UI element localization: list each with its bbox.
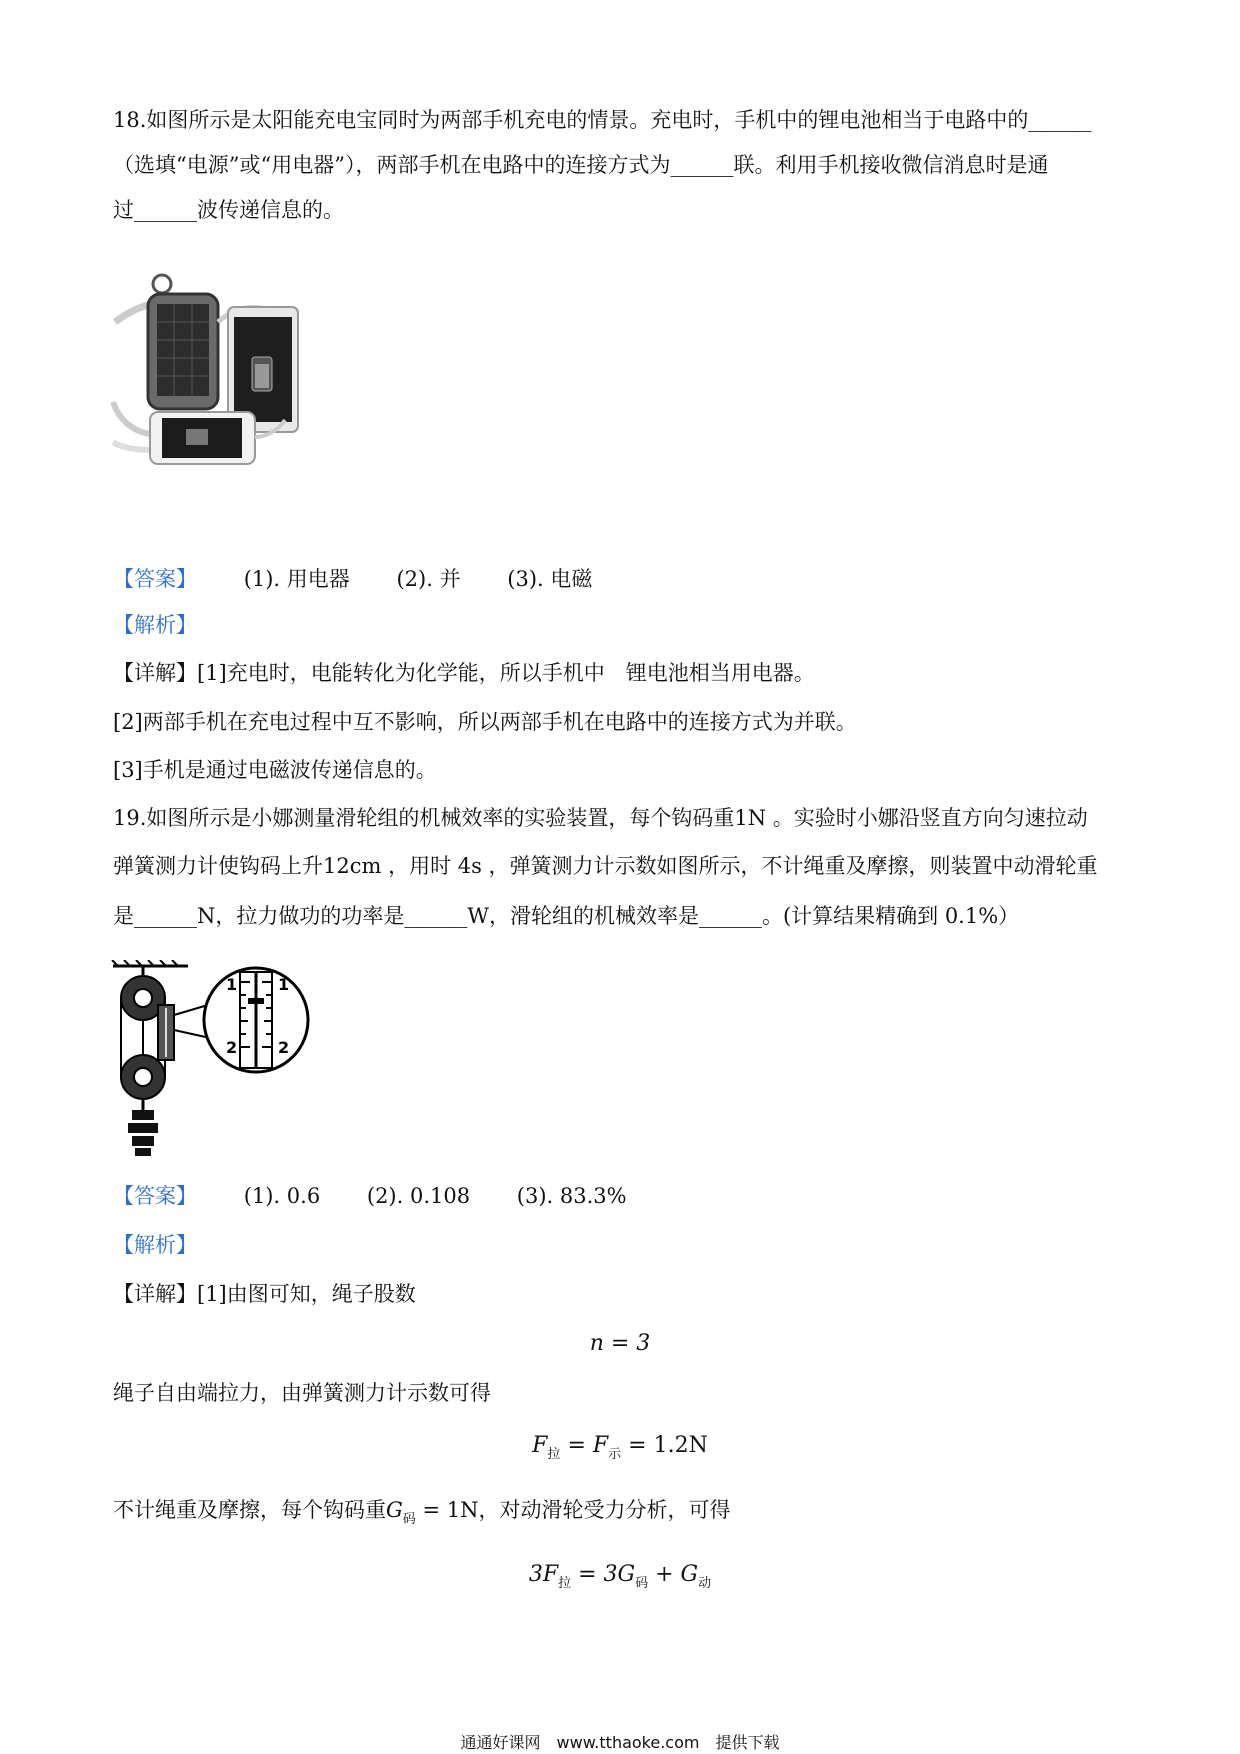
q19-detail-tag: 【详解】 (113, 1282, 197, 1306)
eq3-a: 3F (528, 1562, 559, 1587)
q18-detail-3: [3]手机是通过电磁波传递信息的。 (113, 758, 437, 782)
q19-detail-1 (113, 1281, 416, 1307)
q19-detail-1-text: [1]由图可知，绳子股数 (197, 1282, 416, 1306)
q18-line-1: 18.如图所示是太阳能充电宝同时为两部手机充电的情景。充电时，手机中的锂电池相当于电路中的______ (113, 108, 1092, 132)
q19-answer-2: (2). 0.108 (366, 1184, 471, 1208)
eq3-c: + G (655, 1562, 699, 1587)
eq2-lhs: F (532, 1433, 548, 1458)
gauge-label-2-left: 2 (226, 1038, 238, 1057)
q18-line-2: （选填“电源”或“用电器”），两部手机在电路中的连接方式为______联。利用手机接收微信消息时是通 (113, 153, 1049, 177)
equation-pull-force (0, 1432, 1240, 1469)
q18-answer-1: (1). 用电器 (243, 567, 350, 591)
q19-answer-row (113, 1183, 627, 1209)
eq3-b: = 3G (578, 1562, 636, 1587)
q19-text-3a: 不计绳重及摩擦，每个钩码重 (113, 1498, 386, 1522)
q18-analysis-tag: 【解析】 (113, 613, 197, 637)
eq2-mid-sub: 示 (608, 1447, 622, 1462)
q18-line-3: 过______波传递信息的。 (113, 198, 344, 222)
page-footer: 通通好课网 www.tthaoke.com 提供下载 (460, 1733, 780, 1752)
q19-answer-3: (3). 83.3% (516, 1184, 627, 1208)
eq3-c-sub: 动 (698, 1576, 712, 1591)
q19-line-1: 19.如图所示是小娜测量滑轮组的机械效率的实验装置，每个钩码重1N 。实验时小娜沿竖直方向匀速拉动 (113, 806, 1088, 830)
q18-detail-tag: 【详解】 (113, 661, 197, 685)
eq3-a-sub: 拉 (558, 1576, 572, 1591)
eq2-mid: F (592, 1433, 609, 1458)
gauge-label-1-left: 1 (226, 975, 238, 994)
equation-n-text: n = 3 (589, 1331, 651, 1356)
eq2-lhs-sub: 拉 (547, 1447, 561, 1462)
q19-line-2: 弹簧测力计使钩码上升12cm ，用时 4s ，弹簧测力计示数如图所示，不计绳重及摩擦，则装置中动滑轮重 (113, 854, 1098, 878)
equation-n (0, 1330, 1240, 1358)
q19-answer-1: (1). 0.6 (243, 1184, 321, 1208)
q19-line-3: 是______N，拉力做功的功率是______W，滑轮组的机械效率是______。(计算结果精确到 0.1%） (113, 904, 1020, 928)
gauge-label-1-right: 1 (278, 975, 290, 994)
eq2-rhs: = 1.2N (628, 1433, 708, 1458)
q19-answer-tag: 【答案】 (113, 1184, 197, 1208)
q18-detail-1-text: [1]充电时，电能转化为化学能，所以手机中 锂电池相当用电器。 (197, 661, 815, 685)
q19-text-3-sub: 码 (402, 1512, 416, 1527)
gauge-label-2-right: 2 (278, 1038, 290, 1057)
eq3-b-sub: 码 (635, 1576, 649, 1591)
q18-answer-row (113, 566, 592, 592)
q19-text-3 (113, 1497, 730, 1533)
eq2-equals: = (567, 1433, 586, 1458)
q19-text-3-var: G (386, 1498, 403, 1522)
q18-detail-1 (113, 660, 815, 686)
q18-answer-3: (3). 电磁 (507, 567, 593, 591)
equation-force-balance (0, 1561, 1240, 1598)
q19-text-3b: = 1N，对动滑轮受力分析，可得 (415, 1498, 731, 1522)
q19-text-2: 绳子自由端拉力，由弹簧测力计示数可得 (113, 1381, 491, 1405)
q18-detail-2: [2]两部手机在充电过程中互不影响，所以两部手机在电路中的连接方式为并联。 (113, 710, 857, 734)
solar-charger-figure (110, 272, 325, 472)
q18-answer-2: (2). 并 (396, 567, 461, 591)
pulley-figure (108, 960, 358, 1160)
q18-answer-tag: 【答案】 (113, 567, 197, 591)
q19-analysis-tag: 【解析】 (113, 1233, 197, 1257)
